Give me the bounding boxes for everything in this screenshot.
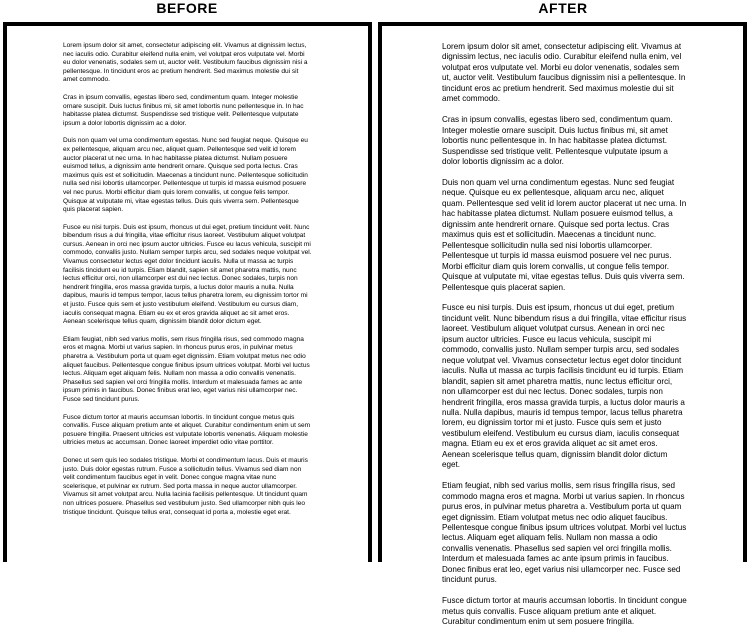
paragraph: Lorem ipsum dolor sit amet, consectetur adipiscing elit. Vivamus at dignissim lectus, nec iaculis odio. Curabitur eleifend nulla enim, vel volutpat eros vulputate vel. Morbi eu dolor venenatis, sodales sem ut, auctor velit. Vestibulum faucibus dignissim nisi a pellentesque. In tincidunt eros ac pretium hendrerit. Sed maximus molestie dui sit amet commodo. (442, 42, 686, 104)
paragraph: Cras in ipsum convallis, egestas libero sed, condimentum quam. Integer molestie ornare suscipit. Duis luctus finibus mi, sit amet lobortis nunc pellentesque in. In hac habitasse platea dictumst. Suspendisse sed tristique velit. Pellentesque vulputate ipsum a dolor lobortis dignissim ac a dolor. (442, 115, 673, 167)
paragraph: Duis non quam vel urna condimentum egestas. Nunc sed feugiat neque. Quisque eu ex pellentesque, aliquam arcu nec, aliquet quam. Pellentesque sed velit id lorem auctor placerat ut nec urna. In hac habitasse platea dictumst. Nullam posuere euismod tellus, a dignissim ante hendrerit ornare. Quisque sed porta lectus. Cras maximus quis est et sollicitudin. Maecenas a tincidunt nunc. Pellentesque sollicitudin nulla sed nisi lobortis ullamcorper. Pellentesque ut turpis id massa euismod posuere vel nec purus. Morbi efficitur diam quis lorem convallis, ut congue felis tempor. Quisque at vulputate mi, vitae egestas tellus. Duis quis viverra sem. Pellentesque quis placerat sapien. (63, 137, 308, 214)
before-panel (0, 0, 374, 558)
paragraph: Fusce eu nisi turpis. Duis est ipsum, rhoncus ut dui eget, pretium tincidunt velit. Nunc bibendum risus a dui fringilla, vitae efficitur risus laoreet. Vestibulum aliquet volutpat cursus. Aenean in orci nec ipsum auctor ultricies. Fusce eu lacus vehicula, suscipit mi commodo, convallis justo. Nullam semper turpis arcu, sed sodales neque volutpat vel. Vivamus consectetur lectus eget dolor tincidunt iaculis. Nulla ut massa ac turpis facilisis tincidunt eu id turpis. Etiam blandit, sapien sit amet pharetra mattis, nunc lectus efficitur orci, non ullamcorper est dui nec lectus. Donec sodales, turpis non hendrerit fringilla, eros massa gravida turpis, a luctus dolor mauris a nulla. Nulla dapibus, mauris id tempus tempor, lacus tellus pharetra lorem, eu dignissim tortor mi et justo. Fusce quis sem et justo vestibulum eleifend. Vestibulum eu cursus diam, iaculis consequat magna. Etiam eu ex et eros gravida aliquet ac sit amet eros. Aenean scelerisque tellus quam, dignissim blandit dolor dictum eget. (63, 223, 312, 326)
before-page (3, 22, 372, 562)
after-title: AFTER (538, 0, 588, 16)
paragraph: Lorem ipsum dolor sit amet, consectetur adipiscing elit. Vivamus at dignissim lectus, nec iaculis odio. Curabitur eleifend nulla enim, vel volutpat eros vulputate vel. Morbi eu dolor venenatis, sodales sem ut, auctor velit. Vestibulum faucibus dignissim nisi a pellentesque. In tincidunt eros ac pretium hendrerit. Sed maximus molestie dui sit amet commodo. (63, 42, 308, 84)
paragraph: Duis non quam vel urna condimentum egestas. Nunc sed feugiat neque. Quisque eu ex pellentesque, aliquam arcu nec, aliquet quam. Pellentesque sed velit id lorem auctor placerat ut nec urna. In hac habitasse platea dictumst. Nullam posuere euismod tellus, a dignissim ante hendrerit ornare. Quisque sed porta lectus. Cras maximus quis est et sollicitudin. Maecenas a tincidunt nunc. Pellentesque sollicitudin nulla sed nisi lobortis ullamcorper. Pellentesque ut turpis id massa euismod posuere vel nec purus. Morbi efficitur diam quis lorem convallis, ut congue felis tempor. Quisque at vulputate mi, vitae egestas tellus. Duis quis viverra sem. Pellentesque quis placerat sapien. (442, 177, 687, 292)
paragraph: Etiam feugiat, nibh sed varius mollis, sem risus fringilla risus, sed commodo magna eros et magna. Morbi ut varius sapien. In rhoncus purus eros, in pulvinar metus pharetra a. Vestibulum porta ut quam eget dignissim. Etiam volutpat metus nec odio aliquet faucibus. Pellentesque congue finibus ipsum ultrices volutpat. Morbi vel luctus lectus. Aliquam eget aliquam felis. Nullam non massa a odio convallis venenatis. Phasellus sed sapien vel orci fringilla mollis. Interdum et malesuada fames ac ante ipsum primis in faucibus. Donec finibus erat leo, eget varius nisi ullamcorper nec. Fusce sed tincidunt purus. (63, 335, 310, 403)
paragraph: Etiam feugiat, nibh sed varius mollis, sem risus fringilla risus, sed commodo magna eros et magna. Morbi ut varius sapien. In rhoncus purus eros, in pulvinar metus pharetra a. Vestibulum porta ut quam eget dignissim. Etiam volutpat metus nec odio aliquet faucibus. Pellentesque congue finibus ipsum ultrices volutpat. Morbi vel luctus lectus. Aliquam eget aliquam felis. Nullam non massa a odio convallis venenatis. Phasellus sed sapien vel orci fringilla mollis. Interdum et malesuada fames ac ante ipsum primis in faucibus. Donec finibus erat leo, eget varius nisi ullamcorper nec. Fusce sed tincidunt purus. (442, 481, 687, 585)
paragraph: Fusce eu nisi turpis. Duis est ipsum, rhoncus ut dui eget, pretium tincidunt velit. Nunc bibendum risus a dui fringilla, vitae efficitur risus laoreet. Vestibulum aliquet volutpat cursus. Aenean in orci nec ipsum auctor ultricies. Fusce eu lacus vehicula, suscipit mi commodo, convallis justo. Nullam semper turpis arcu, sed sodales neque volutpat vel. Vivamus consectetur lectus eget dolor tincidunt iaculis. Nulla ut massa ac turpis facilisis tincidunt eu id turpis. Etiam blandit, sapien sit amet pharetra mattis, nunc lectus efficitur orci, non ullamcorper est dui nec lectus. Donec sodales, turpis non hendrerit fringilla, eros massa gravida turpis, a luctus dolor mauris a nulla. Nulla dapibus, mauris id tempus tempor, lacus tellus pharetra lorem, eu dignissim tortor mi et justo. Fusce quis sem et justo vestibulum eleifend. Vestibulum eu cursus diam, iaculis consequat magna. Etiam eu ex et eros gravida aliquet ac sit amet eros. Aenean scelerisque tellus quam, dignissim blandit dolor dictum eget. (442, 303, 687, 470)
before-page-body (63, 42, 312, 526)
paragraph: Donec ut sem quis leo sodales tristique. Morbi et condimentum lacus. Duis et mauris justo. Duis dolor egestas rutrum. Fusce a sollicitudin tellus. Vivamus sed diam non velit condimentum faucibus eget in velit. Donec congue magna vitae nunc scelerisque, et pulvinar ex rutrum. Sed porta massa in neque auctor ullamcorper. Vivamus sit amet volutpat arcu. Nulla lacinia facilisis pellentesque. Ut tincidunt quam non ultrices posuere. Phasellus sed vestibulum justo. Sed ullamcorper nibh quis leo tristique tincidunt. Quisque tellus erat, consequat id porta a, molestie eget erat. (63, 456, 308, 516)
before-title: BEFORE (156, 0, 218, 16)
after-page (378, 22, 747, 627)
after-page-body (442, 42, 687, 638)
paragraph: Fusce dictum tortor at mauris accumsan lobortis. In tincidunt congue metus quis convallis. Fusce aliquam pretium ante et aliquet. Curabitur condimentum enim ut sem posuere fringilla. (442, 596, 687, 627)
after-panel (376, 0, 750, 627)
paragraph: Cras in ipsum convallis, egestas libero sed, condimentum quam. Integer molestie ornare suscipit. Duis luctus finibus mi, sit amet lobortis nunc pellentesque in. In hac habitasse platea dictumst. Suspendisse sed tristique velit. Pellentesque vulputate ipsum a dolor lobortis dignissim ac a dolor. (63, 93, 304, 127)
paragraph: Fusce dictum tortor at mauris accumsan lobortis. In tincidunt congue metus quis convallis. Fusce aliquam pretium ante et aliquet. Curabitur condimentum enim ut sem posuere fringilla. Praesent ultricies est vulputate lobortis venenatis. Aliquam molestie ultricies metus ac accumsan. Donec laoreet imperdiet odio vitae porttitor. (63, 413, 311, 447)
